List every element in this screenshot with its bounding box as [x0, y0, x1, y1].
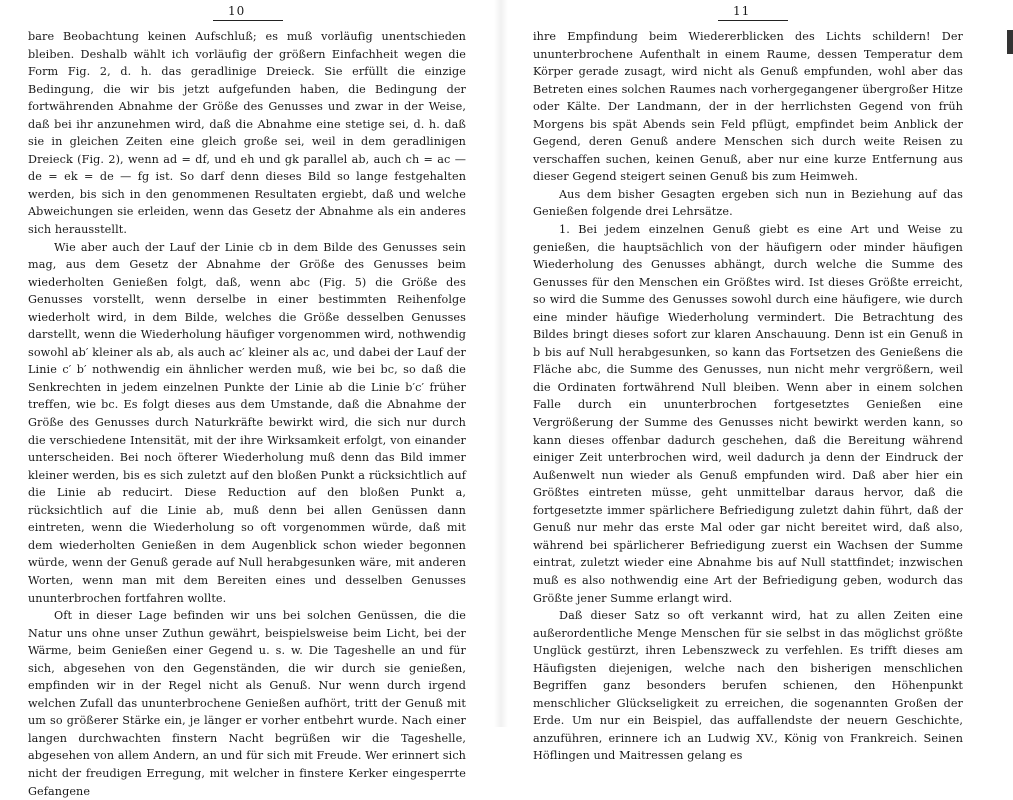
- right-paragraph-4: Daß dieser Satz so oft verkannt wird, hat zu allen Zeiten eine außerordentliche Menge Menschen für sie selbst in das möglichst größte Unglück gestürzt, ihren Lebenszweck zu verfehlen. Es trifft dieses am Häufigsten diejenigen, welche nach den bisherigen menschlichen Begriffen ganz besonders berufen schienen, den Höhenpunkt menschlicher Glückseligkeit zu erreichen, die sogenannten Großen der Erde. Um nur ein Beispiel, das auffallendste der neuern Geschichte, anzuführen, erinnere ich an Ludwig XV., König von Frankreich. Seinen Höflingen und Maitressen gelang es: [533, 609, 963, 763]
- left-page-text: [28, 28, 466, 800]
- right-page-header: [533, 0, 963, 28]
- book-gutter: [494, 0, 508, 727]
- page-edge-mark: [1007, 30, 1013, 54]
- right-page-number: 11: [733, 4, 751, 18]
- left-paragraph-1: bare Beobachtung keinen Aufschluß; es muß vorläufig unentschieden bleiben. Deshalb wählt ich vorläufig der größern Einfachheit wegen die Form Fig. 2, d. h. das geradlinige Dreieck. Sie erfüllt die einzige Bedingung, die wir bis jetzt aufgefunden haben, die Bedingung der fortwährenden Abnahme der Größe des Genusses und zwar in der Weise, daß bei ihr anzunehmen wird, daß die Abnahme eine stetige sei, d. h. daß sie in gleichen Zeiten eine gleich große sei, weil in dem geradlinigen Dreieck (Fig. 2), wenn ad = df, und eh und gk parallel ab, auch ch = ac — de = ek = de — fg ist. So darf denn dieses Bild so lange festgehalten werden, bis sich in den genommenen Resultaten ergiebt, daß und welche Abweichungen sie erleiden, wenn das Gesetz der Abnahme als ein anderes sich herausstellt.: [28, 30, 466, 237]
- right-paragraph-2: Aus dem bisher Gesagten ergeben sich nun in Beziehung auf das Genießen folgende drei Lehrsätze.: [533, 187, 963, 219]
- left-page: [28, 0, 466, 798]
- right-paragraph-3: 1. Bei jedem einzelnen Genuß giebt es eine Art und Weise zu genießen, die hauptsächlich von der häufigern oder minder häufigen Wiederholung des Genusses abhängt, durch welche die Summe des Genusses für den Menschen ein Größtes wird. Ist dieses Größte erreicht, so wird die Summe des Genusses sowohl durch eine häufigere, wie durch eine minder häufige Wiederholung vermindert. Die Betrachtung des Bildes bringt dieses sofort zur klaren Anschauung. Denn ist ein Genuß in b bis auf Null herabgesunken, so kann das Fortsetzen des Genießens die Fläche abc, die Summe des Genusses, nun nicht mehr vergrößern, weil die Ordinaten fortwährend Null bleiben. Wenn aber in einem solchen Falle durch ein ununterbrochen fortgesetztes Genießen eine Vergrößerung der Summe des Genusses nicht bewirkt werden kann, so kann dieses offenbar dadurch geschehen, daß die Bereitung während einiger Zeit unterbrochen wird, weil dadurch ja denn der Eindruck der Außenwelt nun wieder als Genuß empfunden wird. Daß aber hier ein Größtes eintreten müsse, geht unmittelbar daraus hervor, daß die fortgesetzte immer spärlichere Befriedigung zuletzt dahin führt, daß der Genuß nur mehr das erste Mal oder gar nicht bereitet wird, daß also, während bei spärlicherer Befriedigung zuerst ein Wachsen der Summe eintrat, zuletzt wieder eine Abnahme bis auf Null stattfindet; inzwischen muß es also nothwendig eine Art der Befriedigung geben, wodurch das Größte jener Summe erlangt wird.: [533, 223, 963, 605]
- right-header-rule: [718, 20, 788, 21]
- right-page: [533, 0, 963, 763]
- left-page-number: 10: [228, 4, 246, 18]
- left-paragraph-2: Wie aber auch der Lauf der Linie cb in dem Bilde des Genusses sein mag, aus dem Gesetz der Abnahme der Größe des Genusses beim wiederholten Genießen folgt, daß, wenn abc (Fig. 5) die Größe des Genusses vorstellt, wenn derselbe in einer bestimmten Reihenfolge wiederholt wird, in dem Bilde, welches die Größe desselben Genusses darstellt, wenn die Wiederholung häufiger vorgenommen wird, nothwendig sowohl ab′ kleiner als ab, als auch ac′ kleiner als ac, und dabei der Lauf der Linie c′ b′ nothwendig ein ähnlicher werden muß, wie bei bc, so daß die Senkrechten in jedem einzelnen Punkte der Linie ab die Linie b′c′ früher treffen, wie bc. Es folgt dieses aus dem Umstande, daß die Abnahme der Größe des Genusses durch Naturkräfte bewirkt wird, die sich nur durch die verschiedene Intensität, mit der ihre Wirksamkeit erfolgt, von einander unterscheiden. Bei noch öfterer Wiederholung muß denn das Bild immer kleiner werden, bis es sich zuletzt auf den bloßen Punkt a rücksichtlich auf die Linie ab reducirt. Diese Reduction auf den bloßen Punkt a, rücksichtlich auf die Linie ab, muß denn bei allen Genüssen dann eintreten, wenn die Wiederholung so oft vorgenommen würde, daß mit dem wiederholten Genießen in dem Augenblick schon wieder begonnen würde, wenn der Genuß gerade auf Null herabgesunken wäre, mit anderen Worten, wenn man mit dem Bereiten eines und desselben Genusses ununterbrochen fortfahren wollte.: [28, 240, 466, 605]
- left-header-rule: [213, 20, 283, 21]
- left-paragraph-3: Oft in dieser Lage befinden wir uns bei solchen Genüssen, die die Natur uns ohne unser Zuthun gewährt, beispielsweise beim Licht, bei der Wärme, beim Genießen einer Gegend u. s. w. Die Tageshelle an und für sich, abgesehen von den Gegenständen, die wir durch sie genießen, empfinden wir in der Regel nicht als Genuß. Nur wenn durch irgend welchen Zufall das ununterbrochene Genießen aufhört, tritt der Genuß mit um so größerer Stärke ein, je länger er vorher entbehrt wurde. Nach einer langen durchwachten finstern Nacht begrüßen wir die Tageshelle, abgesehen von allem Andern, an und für sich mit Freude. Wer erinnert sich nicht der freudigen Erregung, mit welcher in finstere Kerker eingesperrte Gefangene: [28, 609, 466, 798]
- right-page-text: [533, 28, 963, 765]
- right-paragraph-1: ihre Empfindung beim Wiedererblicken des Lichts schildern! Der ununterbrochene Aufenthalt in einem Raume, dessen Temperatur dem Körper gerade zusagt, wird nicht als Genuß empfunden, wohl aber das Betreten eines solchen Raumes nach vorhergegangener übergroßer Hitze oder Kälte. Der Landmann, der in der herrlichsten Gegend von früh Morgens bis spät Abends sein Feld pflügt, empfindet beim Anblick der Gegend, deren Genuß andere Menschen sich durch weite Reisen zu verschaffen suchen, keinen Genuß, aber nur eine kurze Entfernung aus dieser Gegend steigert seinen Genuß bis zum Heimweh.: [533, 30, 963, 184]
- left-page-header: [28, 0, 466, 28]
